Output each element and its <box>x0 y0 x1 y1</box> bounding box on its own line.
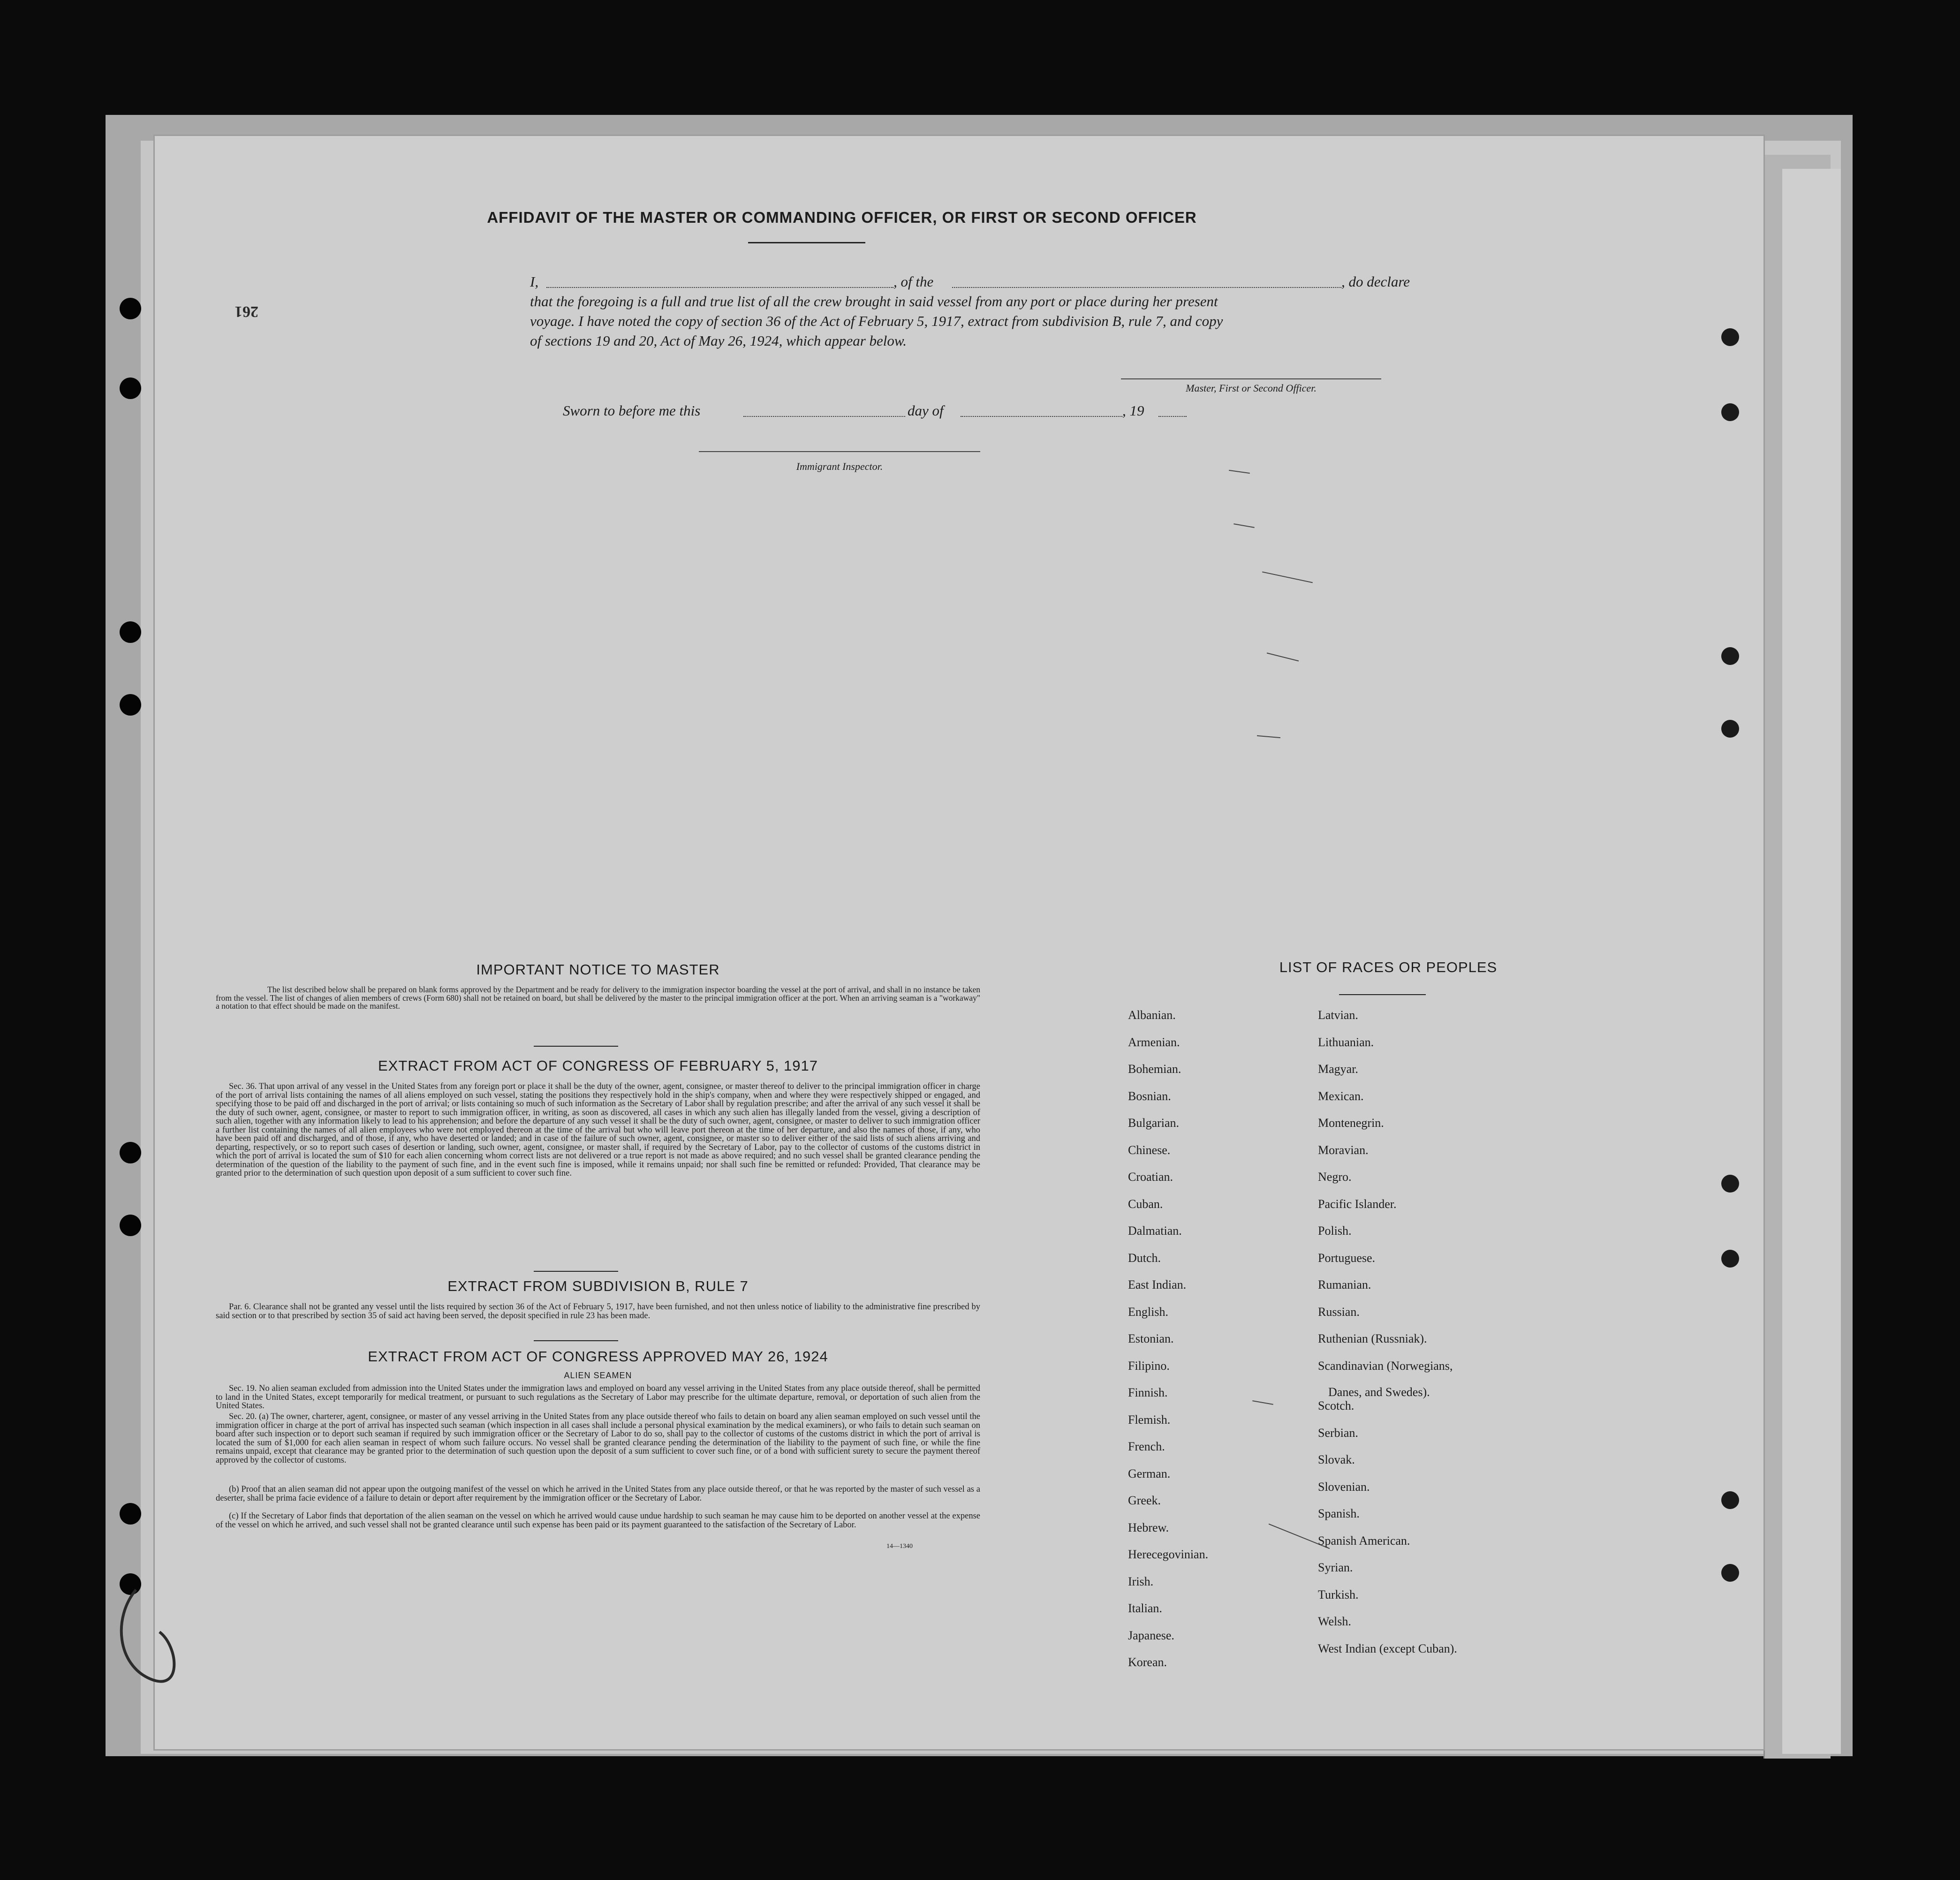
punch-hole <box>1721 1175 1739 1193</box>
master-caption: Master, First or Second Officer. <box>1186 382 1317 394</box>
race-item: Magyar. <box>1318 1062 1358 1076</box>
race-item: Turkish. <box>1318 1587 1359 1601</box>
divider <box>748 242 865 243</box>
sec20b-text: (b) Proof that an alien seaman did not appear upon the outgoing manifest of the vessel on which he arrived in the United States from any place outside thereof, or that he was reported by the master of such vessel as a deserter, shall be prima facie evidence of a failure to detain or deport after requirement by the immigration officer or the Secretary of Labor. <box>216 1485 980 1503</box>
sec19-text: Sec. 19. No alien seaman excluded from admission into the United States under the immigration laws and employed on board any vessel arriving in the United States from any place outside thereof, shall be permitted to land in the United States, except temporarily for medical treatment, or pursuant to such regulations as the Secretary of Labor may prescribe for the ultimate departure, removal, or deportation of such alien from the United States. <box>216 1384 980 1411</box>
pencil-mark <box>1257 735 1280 738</box>
race-item: Dalmatian. <box>1128 1224 1182 1238</box>
race-item: Albanian. <box>1128 1008 1176 1022</box>
under-sheet-edge <box>1782 169 1841 1754</box>
pencil-scribble <box>108 1562 202 1712</box>
sworn-year-field[interactable] <box>1158 416 1187 417</box>
punch-hole <box>120 621 141 643</box>
punch-hole <box>120 378 141 399</box>
pencil-mark <box>1267 653 1299 662</box>
sec20a-text: Sec. 20. (a) The owner, charterer, agent, consignee, or master of any vessel arriving in the United States from any place outside thereof who fails to detain on board any alien seaman employed on such vessel until the immigration officer in charge at the port of arrival has inspected such seaman (which inspection in all cases shall include a personal physical examination by the medical examiners), or who fails to detain such seaman on board after such inspection or to deport such seaman if required by such immigration officer or the Secretary of Labor to do so, shall pay to the collector of customs of the customs district in which the port of arrival is located the sum of $1,000 for each alien seaman in respect of whom such failure occurs. No vessel shall be granted clearance pending the determination of the liability to the payment of such fine, or while the fine remains unpaid, except that clearance may be granted prior to the determination of such question upon the deposit of a sum sufficient to cover such fine, or of a bond with sufficient surety to secure the payment thereof approved by the collector of customs. <box>216 1412 980 1465</box>
sworn-month-field[interactable] <box>961 416 1122 417</box>
race-item: Hebrew. <box>1128 1520 1169 1534</box>
race-item: Scotch. <box>1318 1399 1355 1412</box>
race-item: Polish. <box>1318 1224 1352 1238</box>
extract-rule7-text: Par. 6. Clearance shall not be granted any vessel until the lists required by section 36 of the Act of February 5, 1917, have been furnished, and not then unless notice of liability to the administrative fine prescribed by said section or to that prescribed by section 35 of said act having been served, the deposit specified in rule 23 has been made. <box>216 1302 980 1321</box>
punch-hole <box>120 1142 141 1163</box>
master-signature-line[interactable] <box>1121 378 1381 379</box>
inspector-signature-line[interactable] <box>699 451 980 452</box>
affidavit-declare: , do declare <box>1341 273 1410 290</box>
pencil-mark <box>1229 470 1250 474</box>
race-item: Cuban. <box>1128 1197 1163 1211</box>
race-item: Dutch. <box>1128 1251 1161 1265</box>
pencil-mark <box>1262 572 1313 583</box>
inspector-caption: Immigrant Inspector. <box>796 461 883 472</box>
race-item: German. <box>1128 1466 1171 1480</box>
race-item: Chinese. <box>1128 1143 1171 1157</box>
race-item: Slovak. <box>1318 1453 1355 1466</box>
race-item: Herecegovinian. <box>1128 1548 1209 1561</box>
margin-stamp: 261 <box>235 303 258 320</box>
punch-hole <box>120 1215 141 1236</box>
sworn-label: Sworn to before me this <box>563 402 701 419</box>
race-item: Flemish. <box>1128 1412 1171 1427</box>
affidavit-line2: that the foregoing is a full and true list of all the crew brought in said vessel from any port or place during her present <box>530 293 1218 310</box>
race-item: Rumanian. <box>1318 1278 1371 1291</box>
race-item: Welsh. <box>1318 1615 1351 1628</box>
race-item: Bosnian. <box>1128 1089 1171 1103</box>
race-item: Lithuanian. <box>1318 1035 1374 1049</box>
divider <box>534 1340 618 1341</box>
punch-hole <box>120 1503 141 1525</box>
vessel-name-field[interactable] <box>952 287 1341 288</box>
punch-hole <box>1721 647 1739 665</box>
race-item: Spanish. <box>1318 1507 1360 1520</box>
extract-1924-title: EXTRACT FROM ACT OF CONGRESS APPROVED MAY 26, 1924 <box>368 1348 828 1365</box>
affidavit-i: I, <box>530 273 539 290</box>
race-item: Slovenian. <box>1318 1480 1370 1494</box>
race-item: Greek. <box>1128 1494 1161 1507</box>
punch-hole <box>1721 403 1739 421</box>
punch-hole <box>120 694 141 716</box>
race-item: Armenian. <box>1128 1035 1180 1049</box>
year-prefix: , 19 <box>1122 402 1144 419</box>
race-item: Pacific Islander. <box>1318 1197 1397 1211</box>
sec20c-text: (c) If the Secretary of Labor finds that deportation of the alien seaman on the vessel on which he arrived would cause undue hardship to such seaman he may cause him to be deported on another vessel at the expense of the vessel on which he arrived, and such vessel shall not be granted clearance until such expense has been paid or its payment guaranteed to the satisfaction of the Secretary of Labor. <box>216 1511 980 1530</box>
race-item: Portuguese. <box>1318 1251 1376 1265</box>
race-item: East Indian. <box>1128 1278 1187 1291</box>
race-item: Japanese. <box>1128 1628 1174 1642</box>
extract-rule7-title: EXTRACT FROM SUBDIVISION B, RULE 7 <box>447 1278 749 1294</box>
notice-text: The list described below shall be prepared on blank forms approved by the Department and be ready for delivery to the immigration inspector boarding the vessel at the port of arrival, and shall in no instance be taken from the vessel. The list of changes of alien members of crews (Form 680) shall not be retained on board, but shall be delivered by the master to the principal immigration officer at the port. When an arriving seaman is a "workaway" a notation to that effect should be made on the manifest. <box>216 985 980 1011</box>
punch-hole <box>1721 1564 1739 1582</box>
affidavit-line3: voyage. I have noted the copy of section 36 of the Act of February 5, 1917, extract from subdivision B, rule 7, and copy <box>530 313 1223 329</box>
affidavit-title: AFFIDAVIT OF THE MASTER OR COMMANDING OFFICER, OR FIRST OR SECOND OFFICER <box>487 209 1197 226</box>
races-title: LIST OF RACES OR PEOPLES <box>1279 959 1498 975</box>
race-item: Finnish. <box>1128 1386 1168 1399</box>
punch-hole <box>120 298 141 319</box>
race-item: Estonian. <box>1128 1332 1174 1345</box>
race-item: West Indian (except Cuban). <box>1318 1641 1457 1655</box>
alien-seamen-subtitle: ALIEN SEAMEN <box>564 1371 632 1380</box>
race-item: English. <box>1128 1305 1168 1319</box>
day-of-label: day of <box>908 402 944 419</box>
pencil-mark <box>1252 1400 1273 1405</box>
affidavit-line4: of sections 19 and 20, Act of May 26, 1924, which appear below. <box>530 332 907 349</box>
punch-hole <box>1721 720 1739 738</box>
pencil-mark <box>1234 523 1255 528</box>
punch-hole <box>1721 1250 1739 1268</box>
race-item: Montenegrin. <box>1318 1116 1384 1130</box>
race-item: Syrian. <box>1318 1561 1353 1574</box>
race-item: Serbian. <box>1318 1426 1358 1440</box>
punch-hole <box>1721 1491 1739 1509</box>
race-item: Bohemian. <box>1128 1062 1181 1076</box>
race-item: Russian. <box>1318 1305 1360 1319</box>
notice-title: IMPORTANT NOTICE TO MASTER <box>476 961 720 978</box>
affidavit-of-the: , of the <box>893 273 934 290</box>
race-item: Mexican. <box>1318 1089 1364 1103</box>
race-item: Bulgarian. <box>1128 1116 1180 1130</box>
divider <box>534 1046 618 1047</box>
divider <box>1339 994 1426 995</box>
race-item: Irish. <box>1128 1574 1154 1588</box>
punch-hole <box>1721 328 1739 346</box>
race-item: Latvian. <box>1318 1008 1358 1022</box>
master-name-field[interactable] <box>546 287 893 288</box>
race-item: Croatian. <box>1128 1170 1173 1184</box>
race-item: Spanish American. <box>1318 1533 1410 1548</box>
sworn-day-field[interactable] <box>743 416 905 417</box>
race-item: Korean. <box>1128 1655 1167 1669</box>
race-item: French. <box>1128 1440 1165 1453</box>
manifest-page <box>155 136 1763 1749</box>
race-item: Moravian. <box>1318 1143 1369 1157</box>
extract-1917-title: EXTRACT FROM ACT OF CONGRESS OF FEBRUARY 5, 1917 <box>378 1057 818 1074</box>
race-item: Italian. <box>1128 1601 1162 1615</box>
race-item: Scandinavian (Norwegians, <box>1318 1359 1453 1373</box>
extract-1917-text: Sec. 36. That upon arrival of any vessel in the United States from any foreign port or place it shall be the duty of the owner, agent, consignee, or master thereof to deliver to the principal immigration officer in charge of the port of arrival lists containing the names of all aliens employed on such vessel, stating the positions they respectively hold in the ship's company, when and where they were respectively shipped or engaged, and specifying those to be paid off and discharged in the port of arrival; or lists containing so much of such information as the Secretary of Labor shall by regulation prescribe; and after the arrival of any such vessel it shall be the duty of such owner, agent, consignee, or master to report to such immigration officer, in writing, as soon as discovered, all cases in which any such alien has illegally landed from the vessel, giving a description of such alien, together with any information likely to lead to his apprehension; and before the departure of any such vessel it shall be the duty of such owner, agent, consignee, or master to deliver to such immigration officer a further list containing the names of all alien employees who were not employed thereon at the time of the arrival but who will leave port thereon at the time of her departure, and also the names of those, if any, who have been paid off and discharged, and of those, if any, who have deserted or landed; and in case of the failure of such owner, agent, consignee, or master so to deliver either of the said lists of such aliens arriving and departing, respectively, or so to report such cases of desertion or landing, such owner, agent, consignee, or master shall, if required by the Secretary of Labor, pay to the collector of customs of the customs district in which the port of arrival is located the sum of $10 for each alien concerning whom correct lists are not delivered or a true report is not made as above required; and no such vessel shall be granted clearance pending the determination of the question of the liability to the payment of such fine, and in the event such fine is imposed, while it remains unpaid; nor shall such fine be remitted or refunded: Provided, That clearance may be granted prior to the determination of such question upon deposit of a sum sufficient to cover such fine. <box>216 1082 980 1178</box>
race-item: Filipino. <box>1128 1359 1170 1373</box>
race-item: Negro. <box>1318 1170 1352 1184</box>
race-item: Ruthenian (Russniak). <box>1318 1332 1427 1345</box>
form-number: 14—1340 <box>886 1543 913 1550</box>
divider <box>534 1271 618 1272</box>
race-item: Danes, and Swedes). <box>1328 1385 1430 1399</box>
